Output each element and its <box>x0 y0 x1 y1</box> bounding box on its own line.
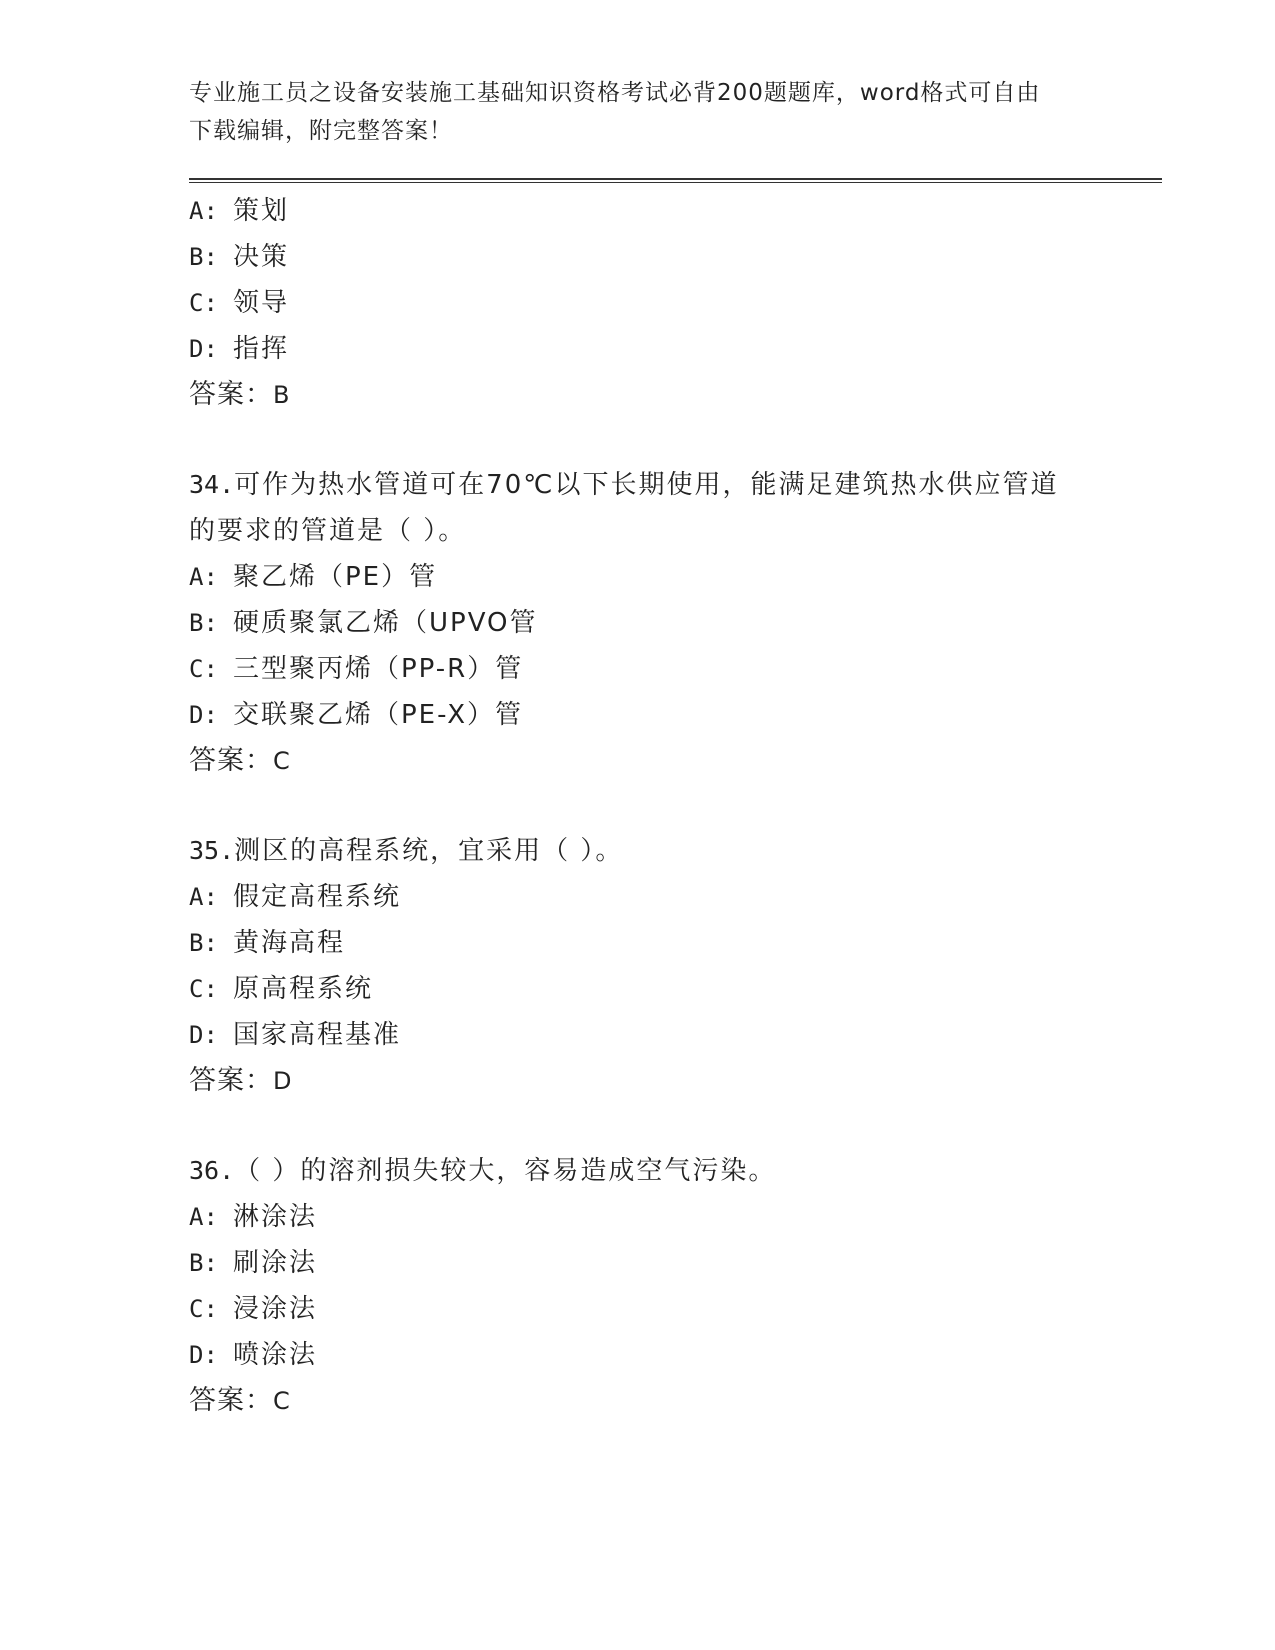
option-letter: B: <box>189 1249 218 1277</box>
answer-value: C <box>273 747 291 775</box>
header-divider <box>189 178 1162 183</box>
option-text: 假定高程系统 <box>233 882 402 912</box>
question-number: 36. <box>189 1156 235 1185</box>
answer-label: 答案： <box>189 1385 273 1416</box>
question-36 <box>189 1148 1129 1424</box>
option-text: 领导 <box>233 288 290 318</box>
option-text: 三型聚丙烯（PP-R）管 <box>233 654 524 684</box>
question-number: 35. <box>189 836 235 865</box>
option-a <box>189 188 1129 234</box>
option-b <box>189 600 1129 646</box>
option-text: 决策 <box>233 242 290 272</box>
question-list <box>189 188 1129 1424</box>
option-letter: A: <box>189 1203 218 1231</box>
question-partial <box>189 188 1129 418</box>
answer-value: C <box>273 1387 291 1415</box>
answer-line <box>189 1058 1129 1104</box>
option-text: 国家高程基准 <box>233 1020 402 1050</box>
option-a <box>189 554 1129 600</box>
question-stem-line-1: 测区的高程系统，宜采用（ ）。 <box>234 836 624 866</box>
option-letter: C: <box>189 655 218 683</box>
answer-label: 答案： <box>189 1065 273 1096</box>
option-d <box>189 1012 1129 1058</box>
option-letter: A: <box>189 883 218 911</box>
question-34 <box>189 462 1129 784</box>
answer-line <box>189 1378 1129 1424</box>
option-c <box>189 1286 1129 1332</box>
question-stem <box>189 462 1129 508</box>
option-letter: D: <box>189 335 218 363</box>
option-text: 交联聚乙烯（PE-X）管 <box>233 700 524 730</box>
answer-value: B <box>273 381 291 409</box>
option-letter: B: <box>189 929 218 957</box>
option-d <box>189 1332 1129 1378</box>
answer-value: D <box>273 1067 293 1095</box>
option-text: 策划 <box>233 196 290 226</box>
option-text: 指挥 <box>233 334 290 364</box>
header-line-2: 下载编辑，附完整答案！ <box>189 118 453 144</box>
option-letter: B: <box>189 609 218 637</box>
document-header <box>189 74 1089 150</box>
option-letter: D: <box>189 1021 218 1049</box>
option-text: 浸涂法 <box>233 1294 318 1324</box>
answer-label: 答案： <box>189 379 273 410</box>
question-35 <box>189 828 1129 1104</box>
question-number: 34. <box>189 470 235 499</box>
option-c <box>189 966 1129 1012</box>
question-stem-line-2: 的要求的管道是（ ）。 <box>189 516 467 546</box>
option-text: 淋涂法 <box>233 1202 318 1232</box>
option-b <box>189 920 1129 966</box>
header-line-1: 专业施工员之设备安装施工基础知识资格考试必背200题题库，word格式可自由 <box>189 80 1041 106</box>
option-b <box>189 1240 1129 1286</box>
option-letter: D: <box>189 1341 218 1369</box>
option-text: 硬质聚氯乙烯（UPVO管 <box>233 608 538 638</box>
option-b <box>189 234 1129 280</box>
option-text: 黄海高程 <box>233 928 346 958</box>
option-letter: C: <box>189 289 218 317</box>
option-text: 聚乙烯（PE）管 <box>233 562 438 592</box>
option-d <box>189 326 1129 372</box>
answer-label: 答案： <box>189 745 273 776</box>
option-text: 喷涂法 <box>233 1340 318 1370</box>
answer-line <box>189 372 1129 418</box>
option-letter: C: <box>189 975 218 1003</box>
option-c <box>189 646 1129 692</box>
option-a <box>189 874 1129 920</box>
option-text: 原高程系统 <box>233 974 374 1004</box>
question-stem <box>189 828 1129 874</box>
question-stem-line-1: 可作为热水管道可在70℃以下长期使用，能满足建筑热水供应管道 <box>234 470 1059 500</box>
option-letter: D: <box>189 701 218 729</box>
option-text: 刷涂法 <box>233 1248 318 1278</box>
option-letter: A: <box>189 197 218 225</box>
option-c <box>189 280 1129 326</box>
option-letter: B: <box>189 243 218 271</box>
question-stem <box>189 1148 1129 1194</box>
question-stem-line-1: （ ）的溶剂损失较大，容易造成空气污染。 <box>234 1156 777 1186</box>
option-d <box>189 692 1129 738</box>
option-letter: A: <box>189 563 218 591</box>
answer-line <box>189 738 1129 784</box>
option-a <box>189 1194 1129 1240</box>
option-letter: C: <box>189 1295 218 1323</box>
